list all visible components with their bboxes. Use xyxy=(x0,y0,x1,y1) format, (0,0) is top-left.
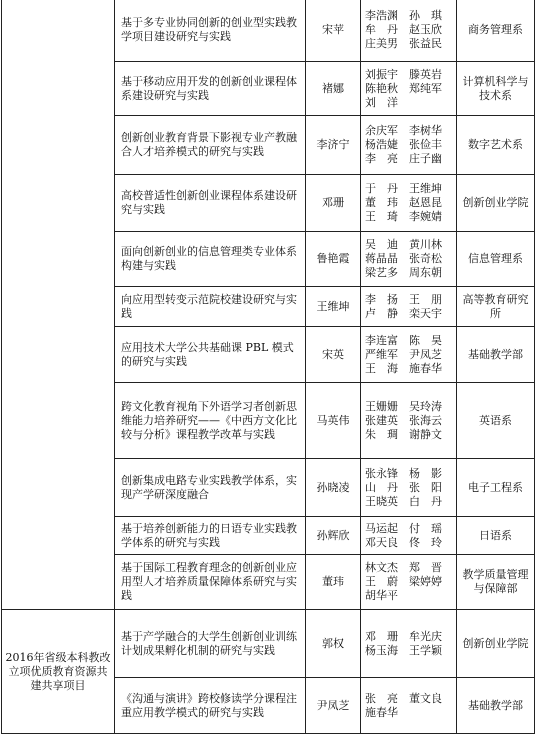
member-line: 施春华 xyxy=(365,705,398,719)
member-line: 杨浩婕 张俭丰 xyxy=(365,138,442,151)
project-leader: 宋英 xyxy=(306,327,361,383)
member-line: 王姗姗 吴玲涛 xyxy=(365,399,442,413)
member-line: 李 亮 庄子幽 xyxy=(365,152,442,165)
project-title: 高校普适性创新创业课程体系建设研究与实践 xyxy=(115,175,306,232)
project-leader: 孙晓凌 xyxy=(306,459,361,517)
project-members xyxy=(361,287,457,327)
project-title: 基于产学融合的大学生创新创业训练计划成果孵化机制的研究与实践 xyxy=(115,610,306,678)
project-members xyxy=(361,116,457,175)
project-leader: 褚娜 xyxy=(306,62,361,116)
project-unit: 数字艺术系 xyxy=(457,116,535,175)
category-label: 2016年省级本科教改立项优质教育资源共建共享项目 xyxy=(2,610,115,734)
project-title: 基于培养创新能力的日语专业实践教学体系的研究与实践 xyxy=(115,517,306,555)
project-unit: 高等教育研究所 xyxy=(457,287,535,327)
member-line: 陈艳秋 郑纯军 xyxy=(365,81,442,95)
project-members xyxy=(361,517,457,555)
member-line: 马运起 付 瑶 xyxy=(365,521,442,535)
member-line: 卢 静 栾天宇 xyxy=(365,306,442,320)
project-title: 创新集成电路专业实践教学体系，实现产学研深度融合 xyxy=(115,459,306,517)
member-line: 董 玮 赵恩昆 xyxy=(365,196,442,209)
project-title: 面向创新创业的信息管理类专业体系构建与实践 xyxy=(115,232,306,287)
project-leader: 李济宁 xyxy=(306,116,361,175)
project-title: 基于多专业协同创新的创业型实践教学项目建设研究与实践 xyxy=(115,0,306,62)
member-line: 吴 迪 黄川林 xyxy=(365,238,442,251)
project-unit: 电子工程系 xyxy=(457,459,535,517)
member-line: 梁艺多 周东朝 xyxy=(365,266,442,279)
member-line: 胡华平 xyxy=(365,589,398,602)
project-leader: 邓珊 xyxy=(306,175,361,232)
member-line: 王 蔚 梁婷婷 xyxy=(365,575,442,588)
project-unit: 基础教学部 xyxy=(457,678,535,734)
project-unit: 基础教学部 xyxy=(457,327,535,383)
project-members xyxy=(361,327,457,383)
project-title: 基于国际工程教育理念的创新创业应用型人才培养质量保障体系研究与实践 xyxy=(115,555,306,610)
project-title: 向应用型转变示范院校建设研究与实践 xyxy=(115,287,306,327)
project-members xyxy=(361,383,457,459)
member-line: 刘振宇 滕英岩 xyxy=(365,67,442,81)
member-line: 李 扬 王 朋 xyxy=(365,292,442,306)
project-leader: 宋苹 xyxy=(306,0,361,62)
member-line: 张建英 张海云 xyxy=(365,413,442,427)
project-leader: 王维坤 xyxy=(306,287,361,327)
projects-table xyxy=(1,0,535,734)
member-line: 严维军 尹凤芝 xyxy=(365,347,442,361)
member-line: 林文杰 郑 晋 xyxy=(365,561,442,574)
project-title: 基于移动应用开发的创新创业课程体系建设研究与实践 xyxy=(115,62,306,116)
category-cell-empty xyxy=(2,0,115,610)
project-members xyxy=(361,232,457,287)
project-title: 跨文化教育视角下外语学习者创新思维能力培养研究——《中西方文化比较与分析》课程教学改革与实践 xyxy=(115,383,306,459)
project-members xyxy=(361,610,457,678)
project-title: 《沟通与演讲》跨校修读学分课程注重应用教学模式的研究与实践 xyxy=(115,678,306,734)
member-line: 山 丹 张 阳 xyxy=(365,480,442,494)
project-members xyxy=(361,678,457,734)
member-line: 庄美男 张益民 xyxy=(365,36,442,50)
project-unit: 创新创业学院 xyxy=(457,175,535,232)
member-line: 李连富 陈 昊 xyxy=(365,333,442,347)
member-line: 刘 洋 xyxy=(365,95,398,109)
project-leader: 郭权 xyxy=(306,610,361,678)
project-title: 创新创业教育背景下影视专业产教融合人才培养模式的研究与实践 xyxy=(115,116,306,175)
project-unit: 商务管理系 xyxy=(457,0,535,62)
project-leader: 董玮 xyxy=(306,555,361,610)
member-line: 李浩渊 孙 琪 xyxy=(365,8,442,22)
member-line: 张 亮 董文良 xyxy=(365,691,442,705)
project-leader: 马英伟 xyxy=(306,383,361,459)
table-row xyxy=(2,0,535,62)
member-line: 王 琦 李婉婧 xyxy=(365,210,442,223)
project-members xyxy=(361,0,457,62)
project-unit: 教学质量管理与保障部 xyxy=(457,555,535,610)
project-members xyxy=(361,175,457,232)
member-line: 邓 珊 牟光庆 xyxy=(365,629,442,643)
member-line: 张永锋 杨 影 xyxy=(365,466,442,480)
project-unit: 日语系 xyxy=(457,517,535,555)
member-line: 蒋晶晶 张奇松 xyxy=(365,252,442,265)
member-line: 王晓英 白 丹 xyxy=(365,494,442,508)
member-line: 杨玉海 王学颖 xyxy=(365,643,442,657)
member-line: 牟 丹 赵玉欣 xyxy=(365,22,442,36)
project-unit: 信息管理系 xyxy=(457,232,535,287)
project-unit: 计算机科学与技术系 xyxy=(457,62,535,116)
project-unit: 创新创业学院 xyxy=(457,610,535,678)
member-line: 余庆军 李树华 xyxy=(365,124,442,137)
member-line: 邓天良 佟 玲 xyxy=(365,535,442,549)
member-line: 王 海 施春华 xyxy=(365,361,442,375)
projects-table-body xyxy=(2,0,535,734)
project-leader: 孙辉欣 xyxy=(306,517,361,555)
table-row xyxy=(2,610,535,678)
project-unit: 英语系 xyxy=(457,383,535,459)
project-leader: 鲁艳霞 xyxy=(306,232,361,287)
project-leader: 尹凤芝 xyxy=(306,678,361,734)
project-members xyxy=(361,459,457,517)
project-members xyxy=(361,555,457,610)
project-members xyxy=(361,62,457,116)
member-line: 于 丹 王维坤 xyxy=(365,182,442,195)
member-line: 朱 琱 谢静文 xyxy=(365,427,442,441)
project-title: 应用技术大学公共基础课 PBL 模式的研究与实践 xyxy=(115,327,306,383)
